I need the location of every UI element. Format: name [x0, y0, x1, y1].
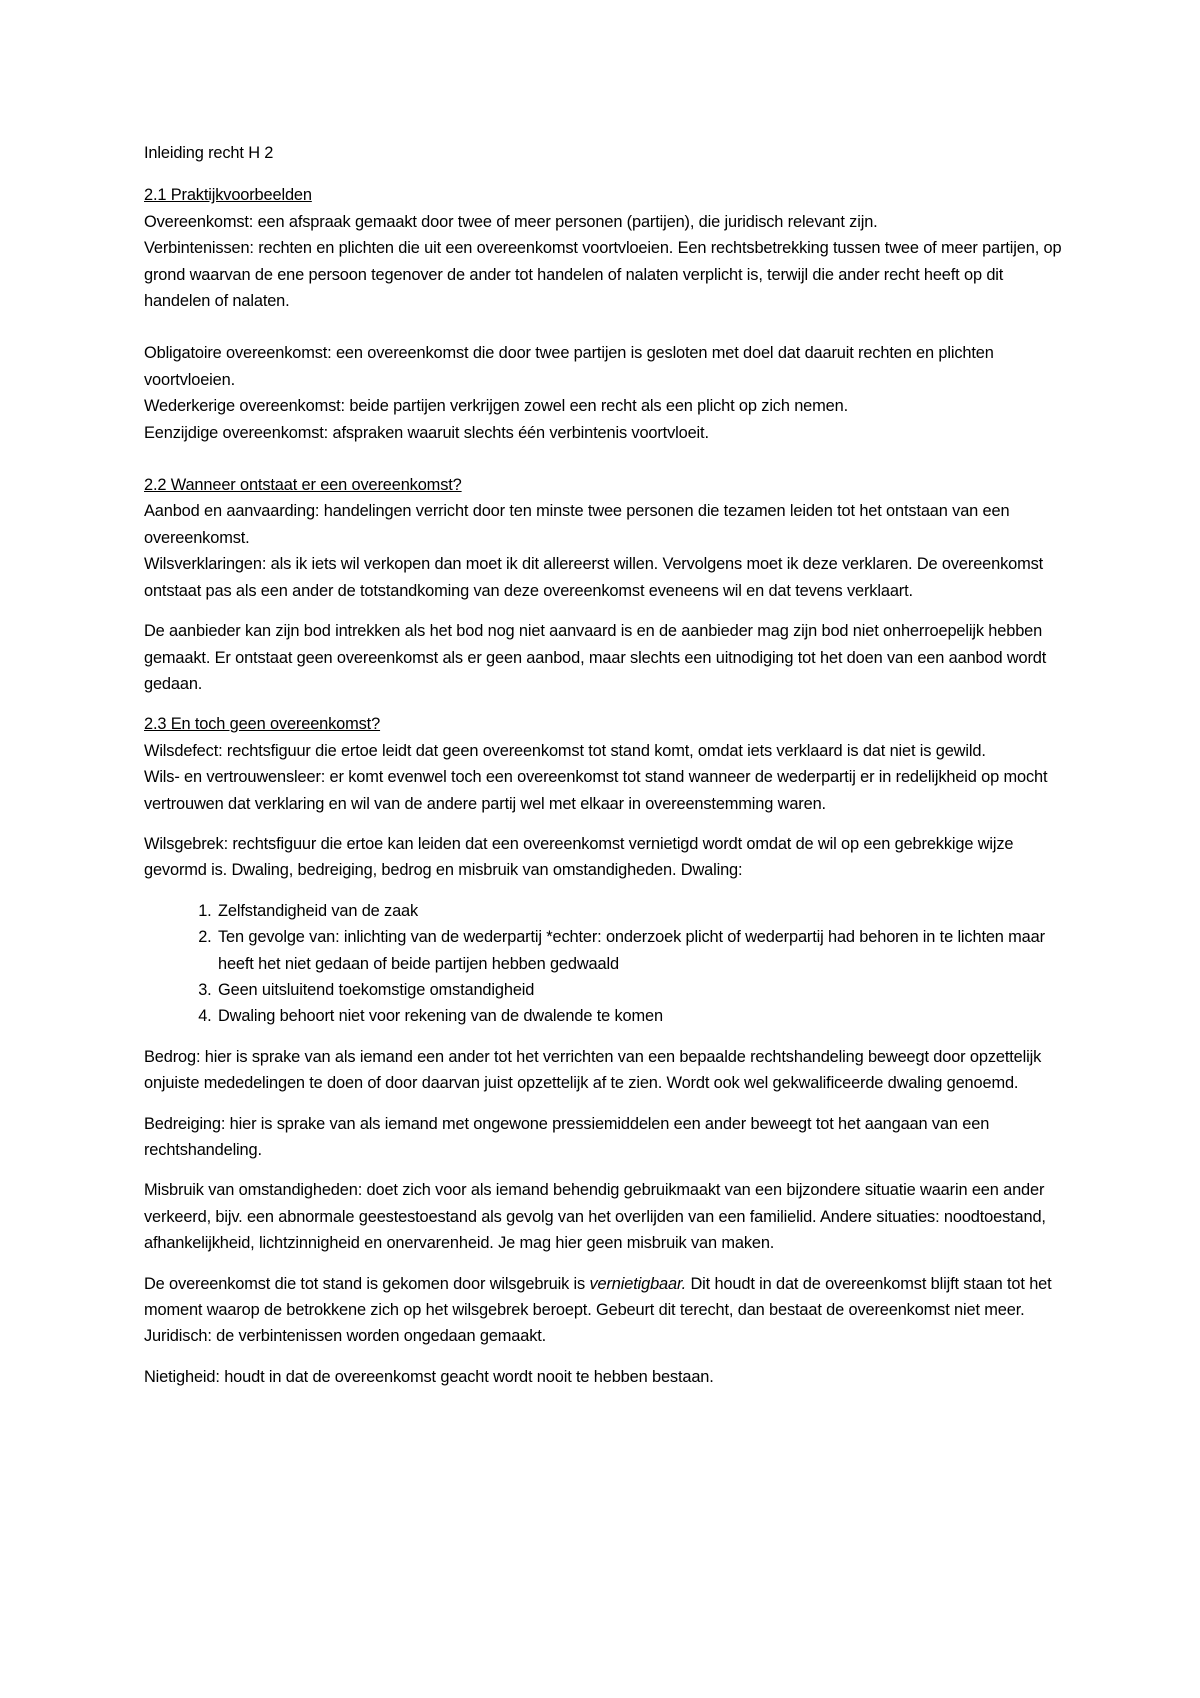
- vernietigbaar-emphasis: vernietigbaar.: [589, 1274, 687, 1293]
- dwaling-list: [144, 898, 1064, 1030]
- paragraph-bedreiging: Bedreiging: hier is sprake van als iemand met ongewone pressiemiddelen een ander beweegt tot het aangaan van een rechtshandeling.: [144, 1114, 990, 1159]
- paragraph-misbruik: Misbruik van omstandigheden: doet zich voor als iemand behendig gebruikmaakt van een bijzondere situatie waarin een ander verkeerd, bijv. een abnormale geestestoestand als gevolg van het overlijden van een familielid. Andere situaties: noodtoestand, afhankelijkheid, lichtzinnigheid en onervarenheid. Je mag hier geen misbruik van maken.: [144, 1181, 1046, 1253]
- vernietigbaar-before: De overeenkomst die tot stand is gekomen door wilsgebruik is: [144, 1274, 590, 1293]
- paragraph-wilsgebrek: Wilsgebrek: rechtsfiguur die ertoe kan leiden dat een overeenkomst vernietigd wordt omdat de wil op een gebrekkige wijze gevormd is. Dwaling, bedreiging, bedrog en misbruik van omstandigheden. Dwaling:: [144, 834, 1014, 880]
- paragraph-obligatoire: Obligatoire overeenkomst: een overeenkomst die door twee partijen is gesloten met doel dat daaruit rechten en plichten voortvloeien.: [144, 344, 994, 389]
- paragraph-bedrog: Bedrog: hier is sprake van als iemand een ander tot het verrichten van een bepaalde rechtshandeling beweegt door opzettelijk onjuiste mededelingen te doen of door daarvan juist opzettelijk af te zien. Wordt ook wel gekwalificeerde dwaling genoemd.: [144, 1047, 1042, 1093]
- list-item: 4. Dwaling behoort niet voor rekening van de dwalende te komen: [216, 1003, 1064, 1029]
- document-title: Inleiding recht H 2: [144, 144, 274, 162]
- paragraph-wilsverklaringen: Wilsverklaringen: als ik iets wil verkopen dan moet ik dit allereerst willen. Vervolgens moet ik deze verklaren. De overeenkomst ontstaat pas als een ander de totstandkoming van deze overeenkomst eveneens wil en dat tevens verklaart.: [144, 555, 1044, 600]
- section-heading-2-1: 2.1 Praktijkvoorbeelden: [144, 186, 312, 205]
- paragraph-wilsdefect: Wilsdefect: rechtsfiguur die ertoe leidt dat geen overeenkomst tot stand komt, omdat iets verklaard is dat niet is gewild.: [144, 741, 986, 760]
- list-item: 3. Geen uitsluitend toekomstige omstandigheid: [216, 977, 1064, 1003]
- vernietigbaar-after: Dit houdt in dat de overeenkomst blijft staan tot het moment waarop de betrokkene zich op het wilsgebrek beroept. Gebeurt dit terecht, dan bestaat de overeenkomst niet meer. Juridisch: de verbintenissen worden ongedaan gemaakt.: [144, 1274, 1052, 1346]
- list-item: 1. Zelfstandigheid van de zaak: [216, 898, 1064, 924]
- paragraph-eenzijdige: Eenzijdige overeenkomst: afspraken waaruit slechts één verbintenis voortvloeit.: [144, 423, 709, 442]
- paragraph-aanbieder: De aanbieder kan zijn bod intrekken als het bod nog niet aanvaard is en de aanbieder mag zijn bod niet onherroepelijk hebben gemaakt. Er ontstaat geen overeenkomst als er geen aanbod, maar slechts een uitnodiging tot het doen van een aanbod wordt gedaan.: [144, 622, 1047, 693]
- paragraph-verbintenissen: Verbintenissen: rechten en plichten die uit een overeenkomst voortvloeien. Een rechtsbetrekking tussen twee of meer partijen, op grond waarvan de ene persoon tegenover de ander tot handelen of nalaten verplicht is, terwijl die ander recht heeft op dit handelen of nalaten.: [144, 239, 1062, 311]
- paragraph-nietigheid: Nietigheid: houdt in dat de overeenkomst geacht wordt nooit te hebben bestaan.: [144, 1367, 714, 1386]
- section-heading-2-2: 2.2 Wanneer ontstaat er een overeenkomst?: [144, 476, 462, 495]
- list-item: 2. Ten gevolge van: inlichting van de wederpartij *echter: onderzoek plicht of wederpartij had behoren in te lichten maar heeft het niet gedaan of beide partijen hebben gedwaald: [216, 924, 1064, 977]
- paragraph-aanbod: Aanbod en aanvaarding: handelingen verricht door ten minste twee personen die tezamen leiden tot het ontstaan van een overeenkomst.: [144, 502, 1010, 547]
- paragraph-wils-vertrouwensleer: Wils- en vertrouwensleer: er komt evenwel toch een overeenkomst tot stand wanneer de wederpartij er in redelijkheid op mocht vertrouwen dat verklaring en wil van de andere partij wel met elkaar in overeenstemming waren.: [144, 768, 1048, 813]
- paragraph-vernietigbaar: [144, 1271, 1064, 1350]
- section-heading-2-3: 2.3 En toch geen overeenkomst?: [144, 715, 381, 734]
- paragraph-overeenkomst: Overeenkomst: een afspraak gemaakt door twee of meer personen (partijen), die juridisch relevant zijn.: [144, 212, 878, 231]
- document-page: [144, 140, 1064, 1390]
- paragraph-wederkerige: Wederkerige overeenkomst: beide partijen verkrijgen zowel een recht als een plicht op zich nemen.: [144, 397, 848, 416]
